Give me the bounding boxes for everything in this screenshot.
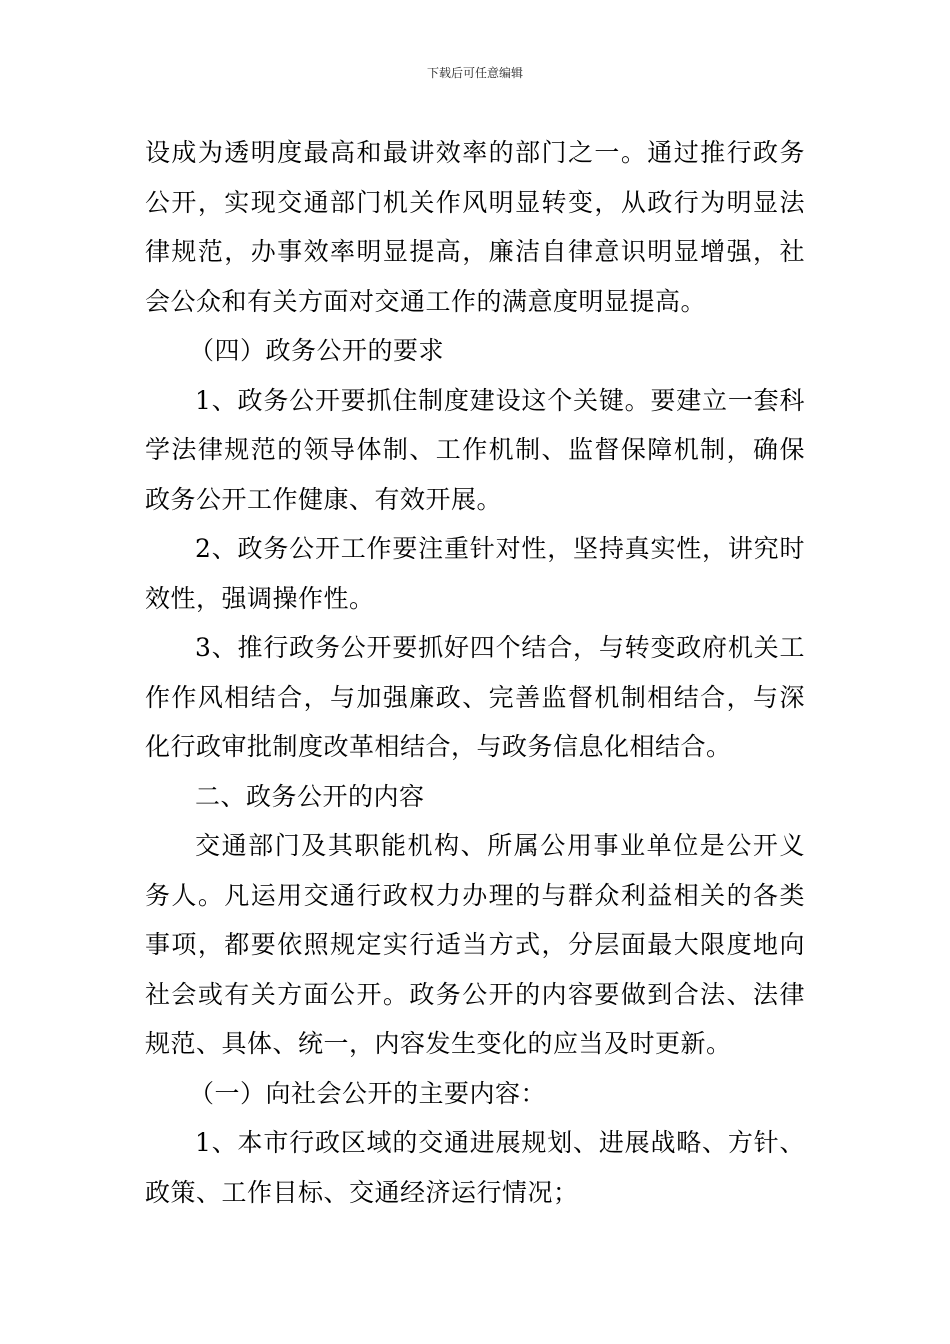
section-heading-requirements: （四）政务公开的要求 — [189, 336, 445, 365]
paragraph-content-intro: 交通部门及其职能机构、所属公用事业单位是公开义务人。凡运用交通行政权力办理的与群众利益相关的各类事项，都要依照规定实行适当方式，分层面最大限度地向社会或有关方面公开。政务公开的内容要做到合法、法律规范、具体、统一，内容发生变化的应当及时更新。 — [145, 831, 805, 1058]
section-heading-content: 二、政务公开的内容 — [195, 781, 425, 811]
section-heading-public-content: （一）向社会公开的主要内容： — [189, 1078, 547, 1108]
paragraph-requirement-3: 3、推行政务公开要抓好四个结合，与转变政府机关工作作风相结合，与加强廉政、完善监督机制相结合，与深化行政审批制度改革相结合，与政务信息化相结合。 — [145, 633, 805, 761]
paragraph-continuation: 设成为透明度最高和最讲效率的部门之一。通过推行政务公开，实现交通部门机关作风明显转变，从政行为明显法律规范，办事效率明显提高，廉洁自律意识明显增强，社会公众和有关方面对交通工作的满意度明显提高。 — [145, 138, 805, 316]
document-body — [145, 128, 805, 1217]
paragraph-requirement-1: 1、政务公开要抓住制度建设这个关键。要建立一套科学法律规范的领导体制、工作机制、监督保障机制，确保政务公开工作健康、有效开展。 — [145, 385, 805, 514]
paragraph-requirement-2: 2、政务公开工作要注重针对性，坚持真实性，讲究时效性，强调操作性。 — [145, 534, 805, 613]
paragraph-public-content-1: 1、本市行政区域的交通进展规划、进展战略、方针、政策、工作目标、交通经济运行情况； — [145, 1128, 805, 1207]
page-header: 下载后可任意编辑 — [426, 66, 523, 80]
